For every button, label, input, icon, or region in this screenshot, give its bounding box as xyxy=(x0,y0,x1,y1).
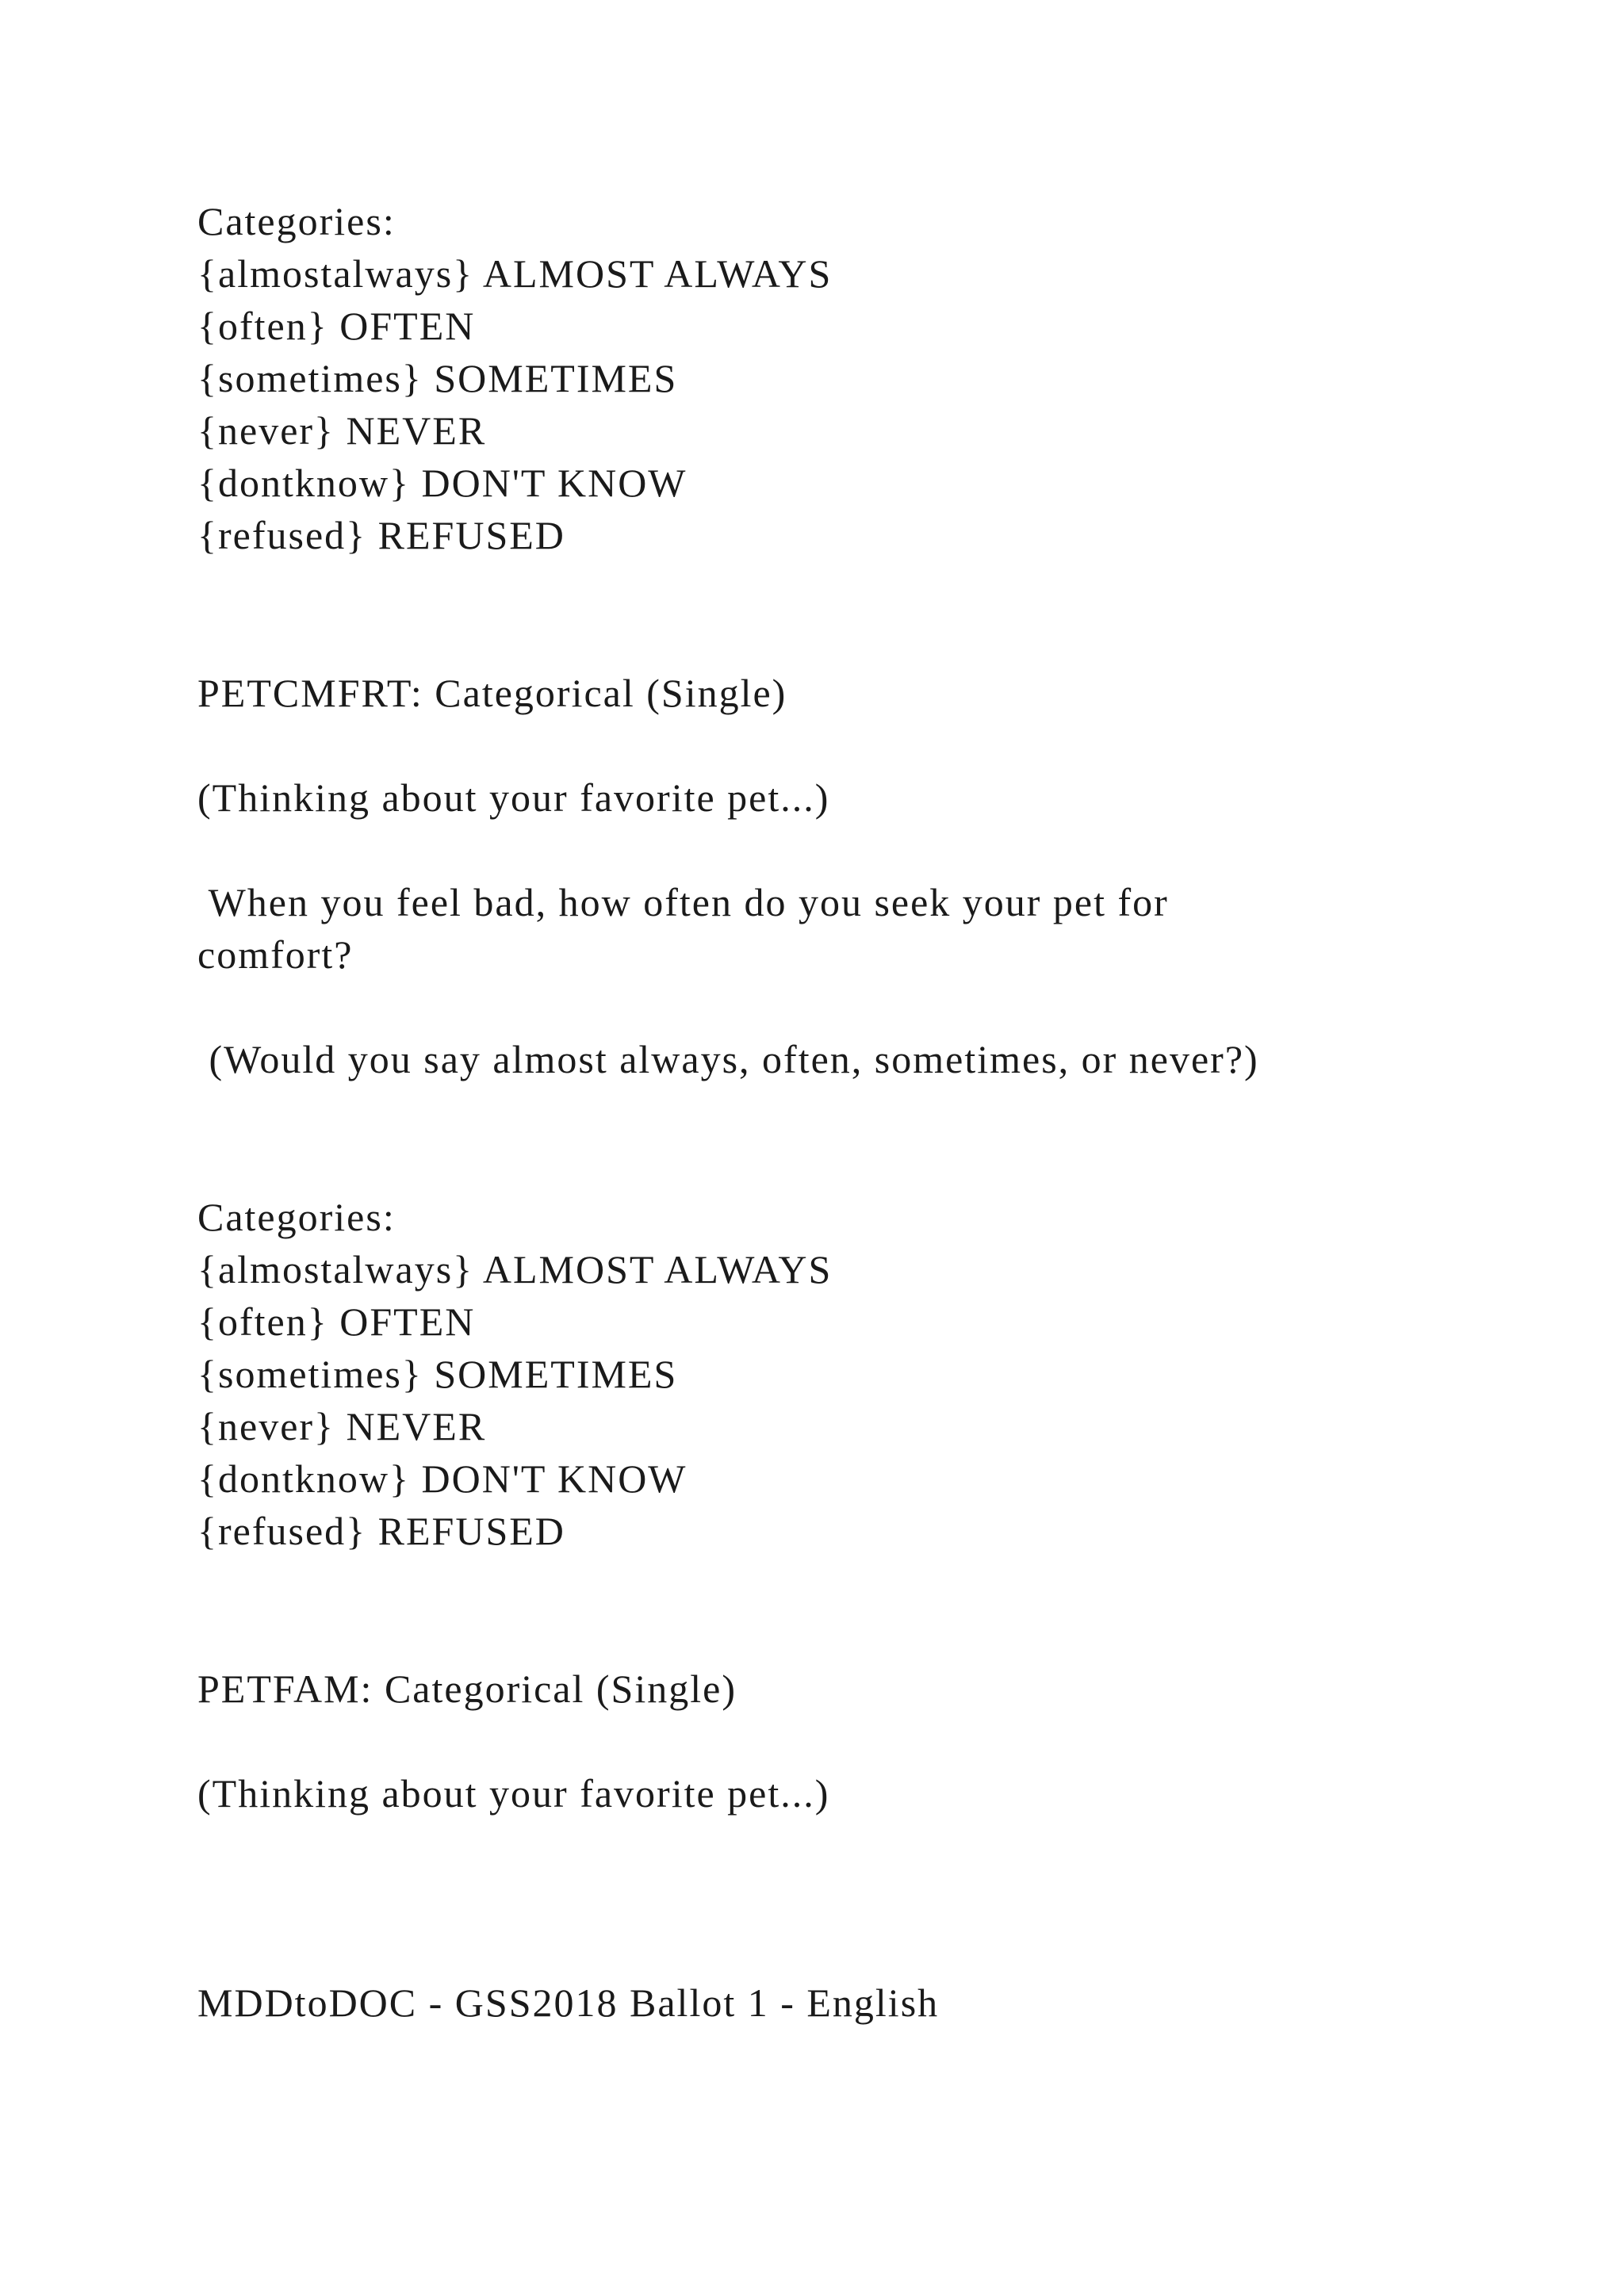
category-option: {never} NEVER xyxy=(197,408,487,453)
category-option: {dontknow} DON'T KNOW xyxy=(197,461,688,505)
question-header: PETCMFRT: Categorical (Single) xyxy=(197,671,787,715)
category-option: {refused} REFUSED xyxy=(197,1509,565,1553)
category-option: {refused} REFUSED xyxy=(197,513,565,557)
categories-heading: Categories: xyxy=(197,1195,396,1239)
category-option: {never} NEVER xyxy=(197,1404,487,1448)
category-option: {sometimes} SOMETIMES xyxy=(197,356,678,400)
question-preface: (Thinking about your favorite pet...) xyxy=(197,775,830,820)
question-text: When you feel bad, how often do you seek your pet for xyxy=(197,880,1169,924)
document-footer: MDDtoDOC - GSS2018 Ballot 1 - English xyxy=(197,1980,940,2025)
categories-heading: Categories: xyxy=(197,199,396,243)
question-header: PETFAM: Categorical (Single) xyxy=(197,1667,737,1711)
category-option: {often} OFTEN xyxy=(197,1299,476,1344)
category-option: {sometimes} SOMETIMES xyxy=(197,1352,678,1396)
category-option: {almostalways} ALMOST ALWAYS xyxy=(197,251,833,296)
category-option: {almostalways} ALMOST ALWAYS xyxy=(197,1247,833,1292)
category-option: {often} OFTEN xyxy=(197,304,476,348)
question-instruction: (Would you say almost always, often, sometimes, or never?) xyxy=(197,1037,1259,1081)
question-preface: (Thinking about your favorite pet...) xyxy=(197,1771,830,1816)
question-text: comfort? xyxy=(197,932,354,977)
category-option: {dontknow} DON'T KNOW xyxy=(197,1456,688,1501)
